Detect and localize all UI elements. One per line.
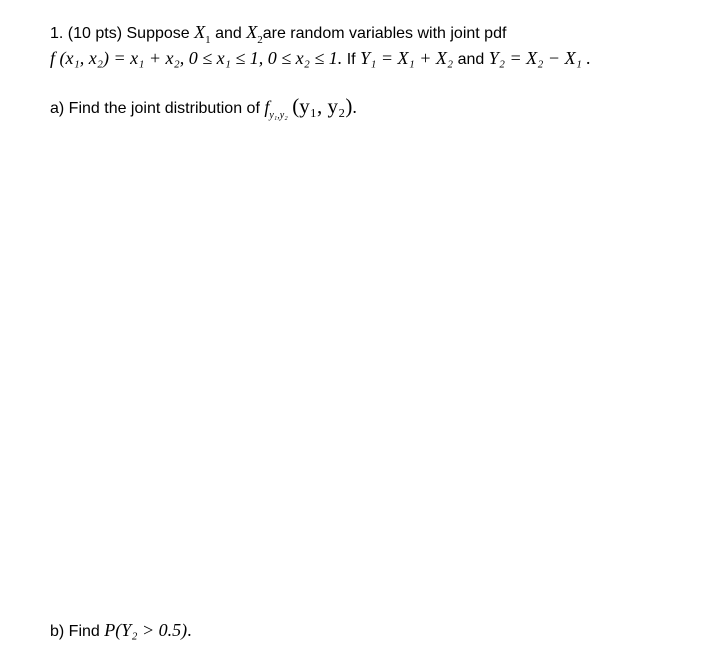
transform-y2: Y₂ = X₂ − X₁ . — [488, 48, 591, 68]
part-b-label: b) Find — [50, 623, 100, 640]
problem-number: 1. — [50, 25, 64, 42]
part-a-period: . — [352, 97, 357, 117]
intro-text: Suppose — [126, 25, 190, 42]
and-text-2: and — [457, 51, 485, 68]
if-text: If — [346, 51, 356, 68]
transform-y1: Y₁ = X₁ + X₂ — [360, 48, 454, 68]
rv-description: are random variables with joint pdf — [262, 25, 507, 42]
joint-density-expression: $f_{y_1,y_2}$ (y₁, y₂) — [264, 94, 353, 121]
variable-x1: $X_1$ — [194, 22, 211, 46]
part-a — [50, 96, 357, 121]
and-text: and — [215, 25, 242, 42]
problem-statement-line-1 — [50, 22, 506, 45]
problem-points: (10 pts) — [67, 25, 123, 42]
pdf-expression: f (x₁, x₂) = x₁ + x₂, 0 ≤ x₁ ≤ 1, 0 ≤ x₂ ≤ 1. — [50, 48, 343, 68]
part-b-period: . — [187, 620, 192, 640]
part-a-label: a) Find the joint distribution of — [50, 100, 260, 117]
probability-expression: P(Y₂ > 0.5) — [104, 620, 188, 640]
part-b — [50, 620, 192, 642]
problem-statement-line-2 — [50, 48, 591, 70]
variable-x2: $X_2$ — [246, 22, 263, 46]
